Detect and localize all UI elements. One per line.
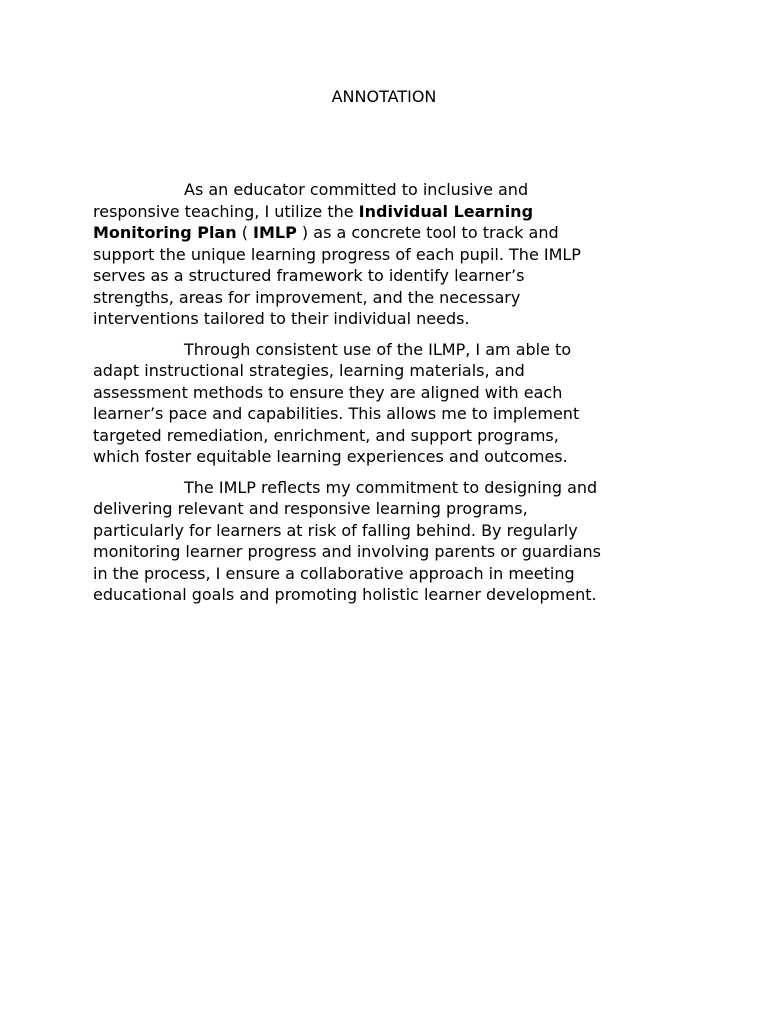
text-line: adapt instructional strategies, learning materials, and	[93, 361, 525, 380]
text-line: The IMLP reflects my commitment to designing and	[184, 477, 598, 497]
text-line: assessment methods to ensure they are aligned with each	[93, 382, 563, 402]
paragraph-3	[93, 477, 673, 606]
text-line: educational goals and promoting holistic learner development.	[93, 585, 597, 604]
paragraph-1	[93, 179, 673, 330]
text-line: learner’s pace and capabilities. This allows me to implement	[93, 404, 580, 423]
text-line: interventions tailored to their individual needs.	[93, 309, 470, 328]
bold-acronym: IMLP	[253, 223, 297, 242]
text-line: delivering relevant and responsive learning programs,	[93, 499, 528, 518]
text-line: As an educator committed to inclusive and	[184, 180, 529, 199]
text-line: which foster equitable learning experiences and outcomes.	[93, 447, 568, 466]
text-line: targeted remediation, enrichment, and support programs,	[93, 425, 559, 445]
text-line: Monitoring Plan ( IMLP ) as a concrete tool to track and	[93, 223, 559, 242]
text-line: strengths, areas for improvement, and the necessary	[93, 287, 521, 307]
document-title: ANNOTATION	[331, 87, 437, 106]
text-line: responsive teaching, I utilize the Individual Learning	[93, 201, 534, 221]
text-line: serves as a structured framework to identify learner’s	[93, 266, 525, 285]
paragraph-2	[93, 339, 673, 468]
text-line: monitoring learner progress and involving parents or guardians	[93, 542, 601, 561]
text-line: Through consistent use of the ILMP, I am able to	[184, 339, 572, 359]
text-line: in the process, I ensure a collaborative approach in meeting	[93, 563, 575, 583]
text-line: support the unique learning progress of each pupil. The IMLP	[93, 244, 581, 264]
text-line: particularly for learners at risk of falling behind. By regularly	[93, 520, 578, 540]
bold-term: Individual Learning	[358, 201, 534, 221]
document-body	[93, 179, 673, 615]
bold-term: Monitoring Plan	[93, 223, 237, 242]
